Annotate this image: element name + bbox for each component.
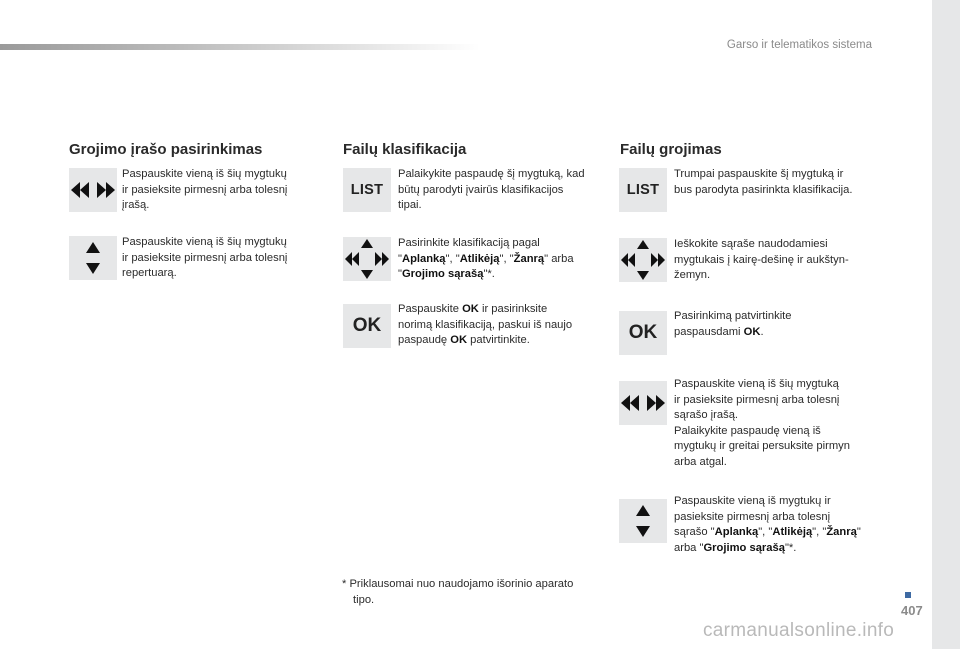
playback-list-description: Trumpai paspauskite šį mygtuką ir bus parodyta pasirinkta klasifikacija.	[674, 168, 853, 196]
ok-button-label: OK	[352, 315, 382, 336]
left-right-arrows-button	[619, 381, 667, 425]
track-select-lr-description: Paspauskite vieną iš šių mygtukų ir pasieksite pirmesnį arba tolesnį įrašą.	[122, 168, 288, 212]
list-button	[343, 168, 391, 212]
page-side-tab	[932, 0, 960, 649]
four-way-arrows-icon	[620, 238, 666, 282]
playback-ud-description: Paspauskite vieną iš mygtukų ir pasieksite pirmesnį arba tolesnį sąrašo "Aplanką", "Atlikėją", "Žanrą" arba "Grojimo sąrašą"*.	[674, 495, 861, 554]
playback-search-description: Ieškokite sąraše naudodamiesi mygtukais į kairę-dešinę ir aukštyn- žemyn.	[674, 238, 849, 282]
up-down-arrows-button	[69, 236, 117, 280]
ok-button	[343, 304, 391, 348]
column-title-file-classification: Failų klasifikacija	[343, 141, 467, 158]
playback-confirm-description: Pasirinkimą patvirtinkite paspausdami OK.	[674, 310, 792, 338]
classification-confirm-description: Paspauskite OK ir pasirinksite norimą klasifikaciją, paskui iš naujo paspaudę OK patvirtinkite.	[398, 303, 573, 347]
column-title-track-selection: Grojimo įrašo pasirinkimas	[69, 141, 263, 158]
ok-button	[619, 311, 667, 355]
list-button-label: LIST	[350, 182, 384, 198]
up-down-arrows-icon	[635, 504, 651, 538]
header-gradient-bar	[0, 44, 480, 50]
page-marker	[905, 592, 911, 598]
ok-button-label: OK	[628, 322, 658, 343]
classification-list-description: Palaikykite paspaudę šį mygtuką, kad būtų parodyti įvairūs klasifikacijos tipai.	[398, 168, 585, 212]
left-right-arrows-icon	[620, 393, 666, 413]
column-title-file-playback: Failų grojimas	[620, 141, 722, 158]
track-select-ud-description: Paspauskite vieną iš šių mygtukų ir pasieksite pirmesnį arba tolesnį repertuarą.	[122, 236, 288, 280]
left-right-arrows-icon	[70, 180, 116, 200]
left-right-arrows-button	[69, 168, 117, 212]
four-way-arrows-button	[343, 237, 391, 281]
section-title: Garso ir telematikos sistema	[726, 39, 872, 51]
four-way-arrows-icon	[344, 237, 390, 281]
list-button-label: LIST	[626, 182, 660, 198]
playback-lr-description: Paspauskite vieną iš šių mygtuką ir pasieksite pirmesnį arba tolesnį sąrašo įrašą. Palaikykite paspaudę vieną iš mygtukų ir greitai persuksite pirmyn arba atgal.	[674, 378, 850, 468]
page-number: 407	[901, 603, 923, 618]
watermark: carmanualsonline.info	[703, 620, 895, 641]
list-button	[619, 168, 667, 212]
up-down-arrows-icon	[85, 241, 101, 275]
four-way-arrows-button	[619, 238, 667, 282]
footnote: * Priklausomai nuo naudojamo išorinio aparato tipo.	[342, 578, 574, 606]
classification-choice-description: Pasirinkite klasifikaciją pagal "Aplanką", "Atlikėją", "Žanrą" arba "Grojimo sąrašą"*.	[398, 237, 574, 281]
up-down-arrows-button	[619, 499, 667, 543]
